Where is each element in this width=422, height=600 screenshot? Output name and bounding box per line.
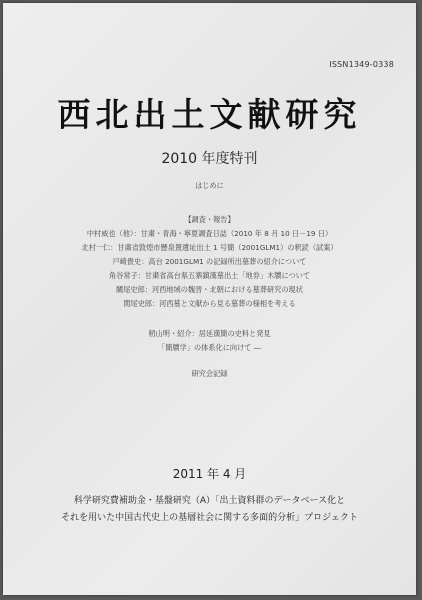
project-line: それを用いた中国古代史上の基層社会に関する多面的分析」プロジェクト	[61, 513, 358, 523]
project-line: 科学研究費補助金・基盤研究（A）「出土資料群のデータベース化と	[73, 496, 346, 506]
issue-subtitle: 2010 年度特刊	[161, 151, 258, 167]
toc-section-heading: 【調査・報告】	[184, 215, 235, 224]
toc-entry: 戸崎貴史：高台 2001GLM1 の記録所出墓葬の紹介について	[112, 257, 307, 266]
journal-cover	[3, 3, 416, 595]
toc-entry: 角谷常子：甘粛省高台県五寨鎮漢墓出土「地券」木牘について	[108, 271, 311, 280]
toc-intro: はじめに	[195, 181, 224, 190]
toc-review: 籾山明・紹介：居延漢簡の史料と発見	[148, 329, 271, 338]
issn-number: ISSN1349-0338	[329, 60, 394, 69]
toc-entry: 關尾史郎：河西地域の魏晋・北朝における墓葬研究の現状	[116, 285, 303, 294]
toc-review-subtitle: 「簡牘学」の体系化に向けて ―	[158, 343, 261, 352]
toc-research-record: 研究会記録	[191, 369, 228, 378]
journal-title: 西北出土文献研究	[57, 95, 362, 134]
publication-date: 2011 年 4 月	[172, 467, 247, 481]
toc-entry: 関尾史郎：河西墓と文献から見る墓葬の様相を考える	[123, 299, 296, 308]
toc-entry: 北村一仁：甘粛省敦煌市懸泉置遺址出土 1 号簡（2001GLM1）の釈読（試案）	[81, 243, 338, 252]
project-credit	[3, 493, 416, 527]
toc-entry: 中村威也（他）：甘粛・青海・寧夏調査日誌（2010 年 8 月 10 日－19 日）	[86, 229, 333, 238]
